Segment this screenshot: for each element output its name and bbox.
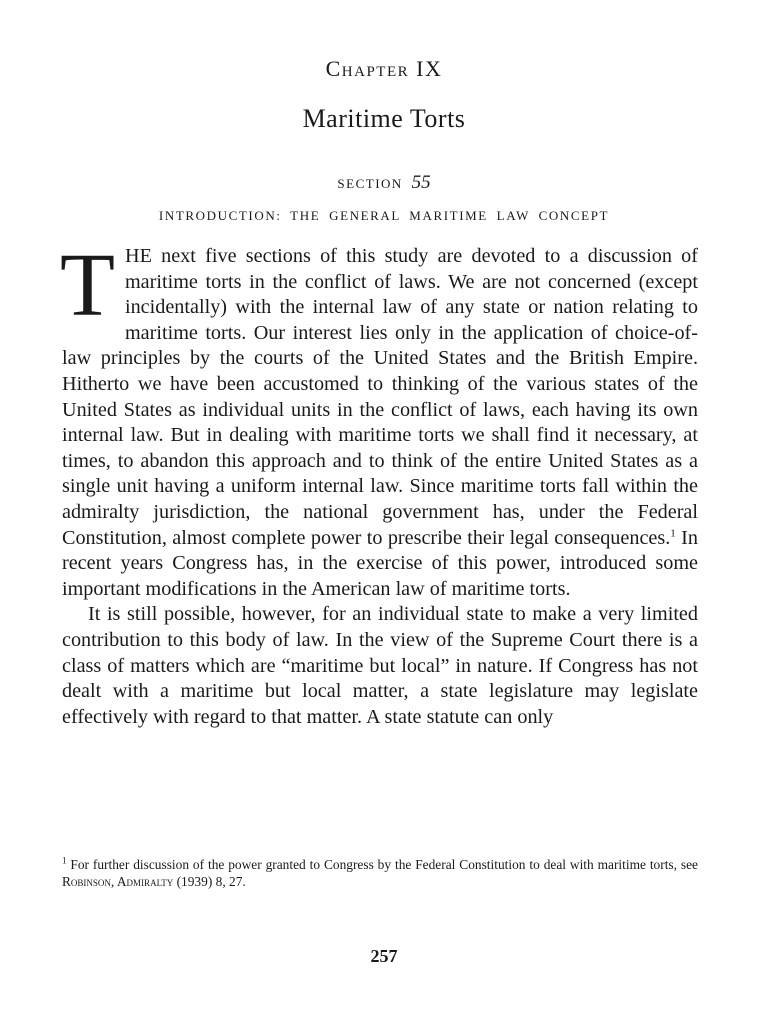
section-heading	[0, 172, 768, 194]
section-number: 55	[411, 172, 431, 193]
section-title: INTRODUCTION: THE GENERAL MARITIME LAW CONCEPT	[158, 208, 610, 223]
footnote	[62, 856, 698, 890]
paragraph-1-end: In recent years Congress has, in the exercise of this power, introduced some important modifications in the American law of maritime torts.	[62, 526, 698, 600]
footnote-marker: 1	[62, 855, 67, 866]
paragraph-1-text: HE next five sections of this study are devoted to a discussion of maritime torts in the conflict of laws. We are not concerned (except incidentally) with the internal law of any state or nation relating to maritime torts. Our interest lies only in the application of choice-of-law principles by the courts of the United States and the British Empire. Hitherto we have been accustomed to thinking of the various states of the United States as individual units in the conflict of laws, each having its own internal law. But in dealing with maritime torts we shall find it necessary, at times, to abandon this approach and to think of the entire United States as a single unit having a uniform internal law. Since maritime torts fall within the admiralty jurisdiction, the national government has, under the Federal Constitution, almost complete power to prescribe their legal consequences.	[62, 245, 698, 549]
chapter-title: Maritime Torts	[302, 104, 466, 133]
section-label: SECTION	[337, 176, 403, 191]
footnote-reference: 1	[670, 526, 676, 539]
page-number: 257	[370, 946, 398, 966]
drop-cap: T	[60, 236, 115, 335]
footnote-text: For further discussion of the power granted to Congress by the Federal Constitution to deal with maritime torts, see	[66, 857, 698, 872]
paragraph-1	[60, 236, 698, 602]
paragraph-2: It is still possible, however, for an individual state to make a very limited contribution to this body of law. In the view of the Supreme Court there is a class of matters which are “maritime but local” in nature. If Congress has not dealt with a maritime but local matter, a state legislature may legislate effectively with regard to that matter. A state statute can only	[62, 603, 698, 728]
footnote-author: Robinson, Admiralty	[62, 874, 174, 889]
footnote-citation: (1939) 8, 27.	[173, 874, 246, 889]
chapter-number: Chapter IX	[325, 56, 443, 81]
body-text	[60, 236, 698, 730]
